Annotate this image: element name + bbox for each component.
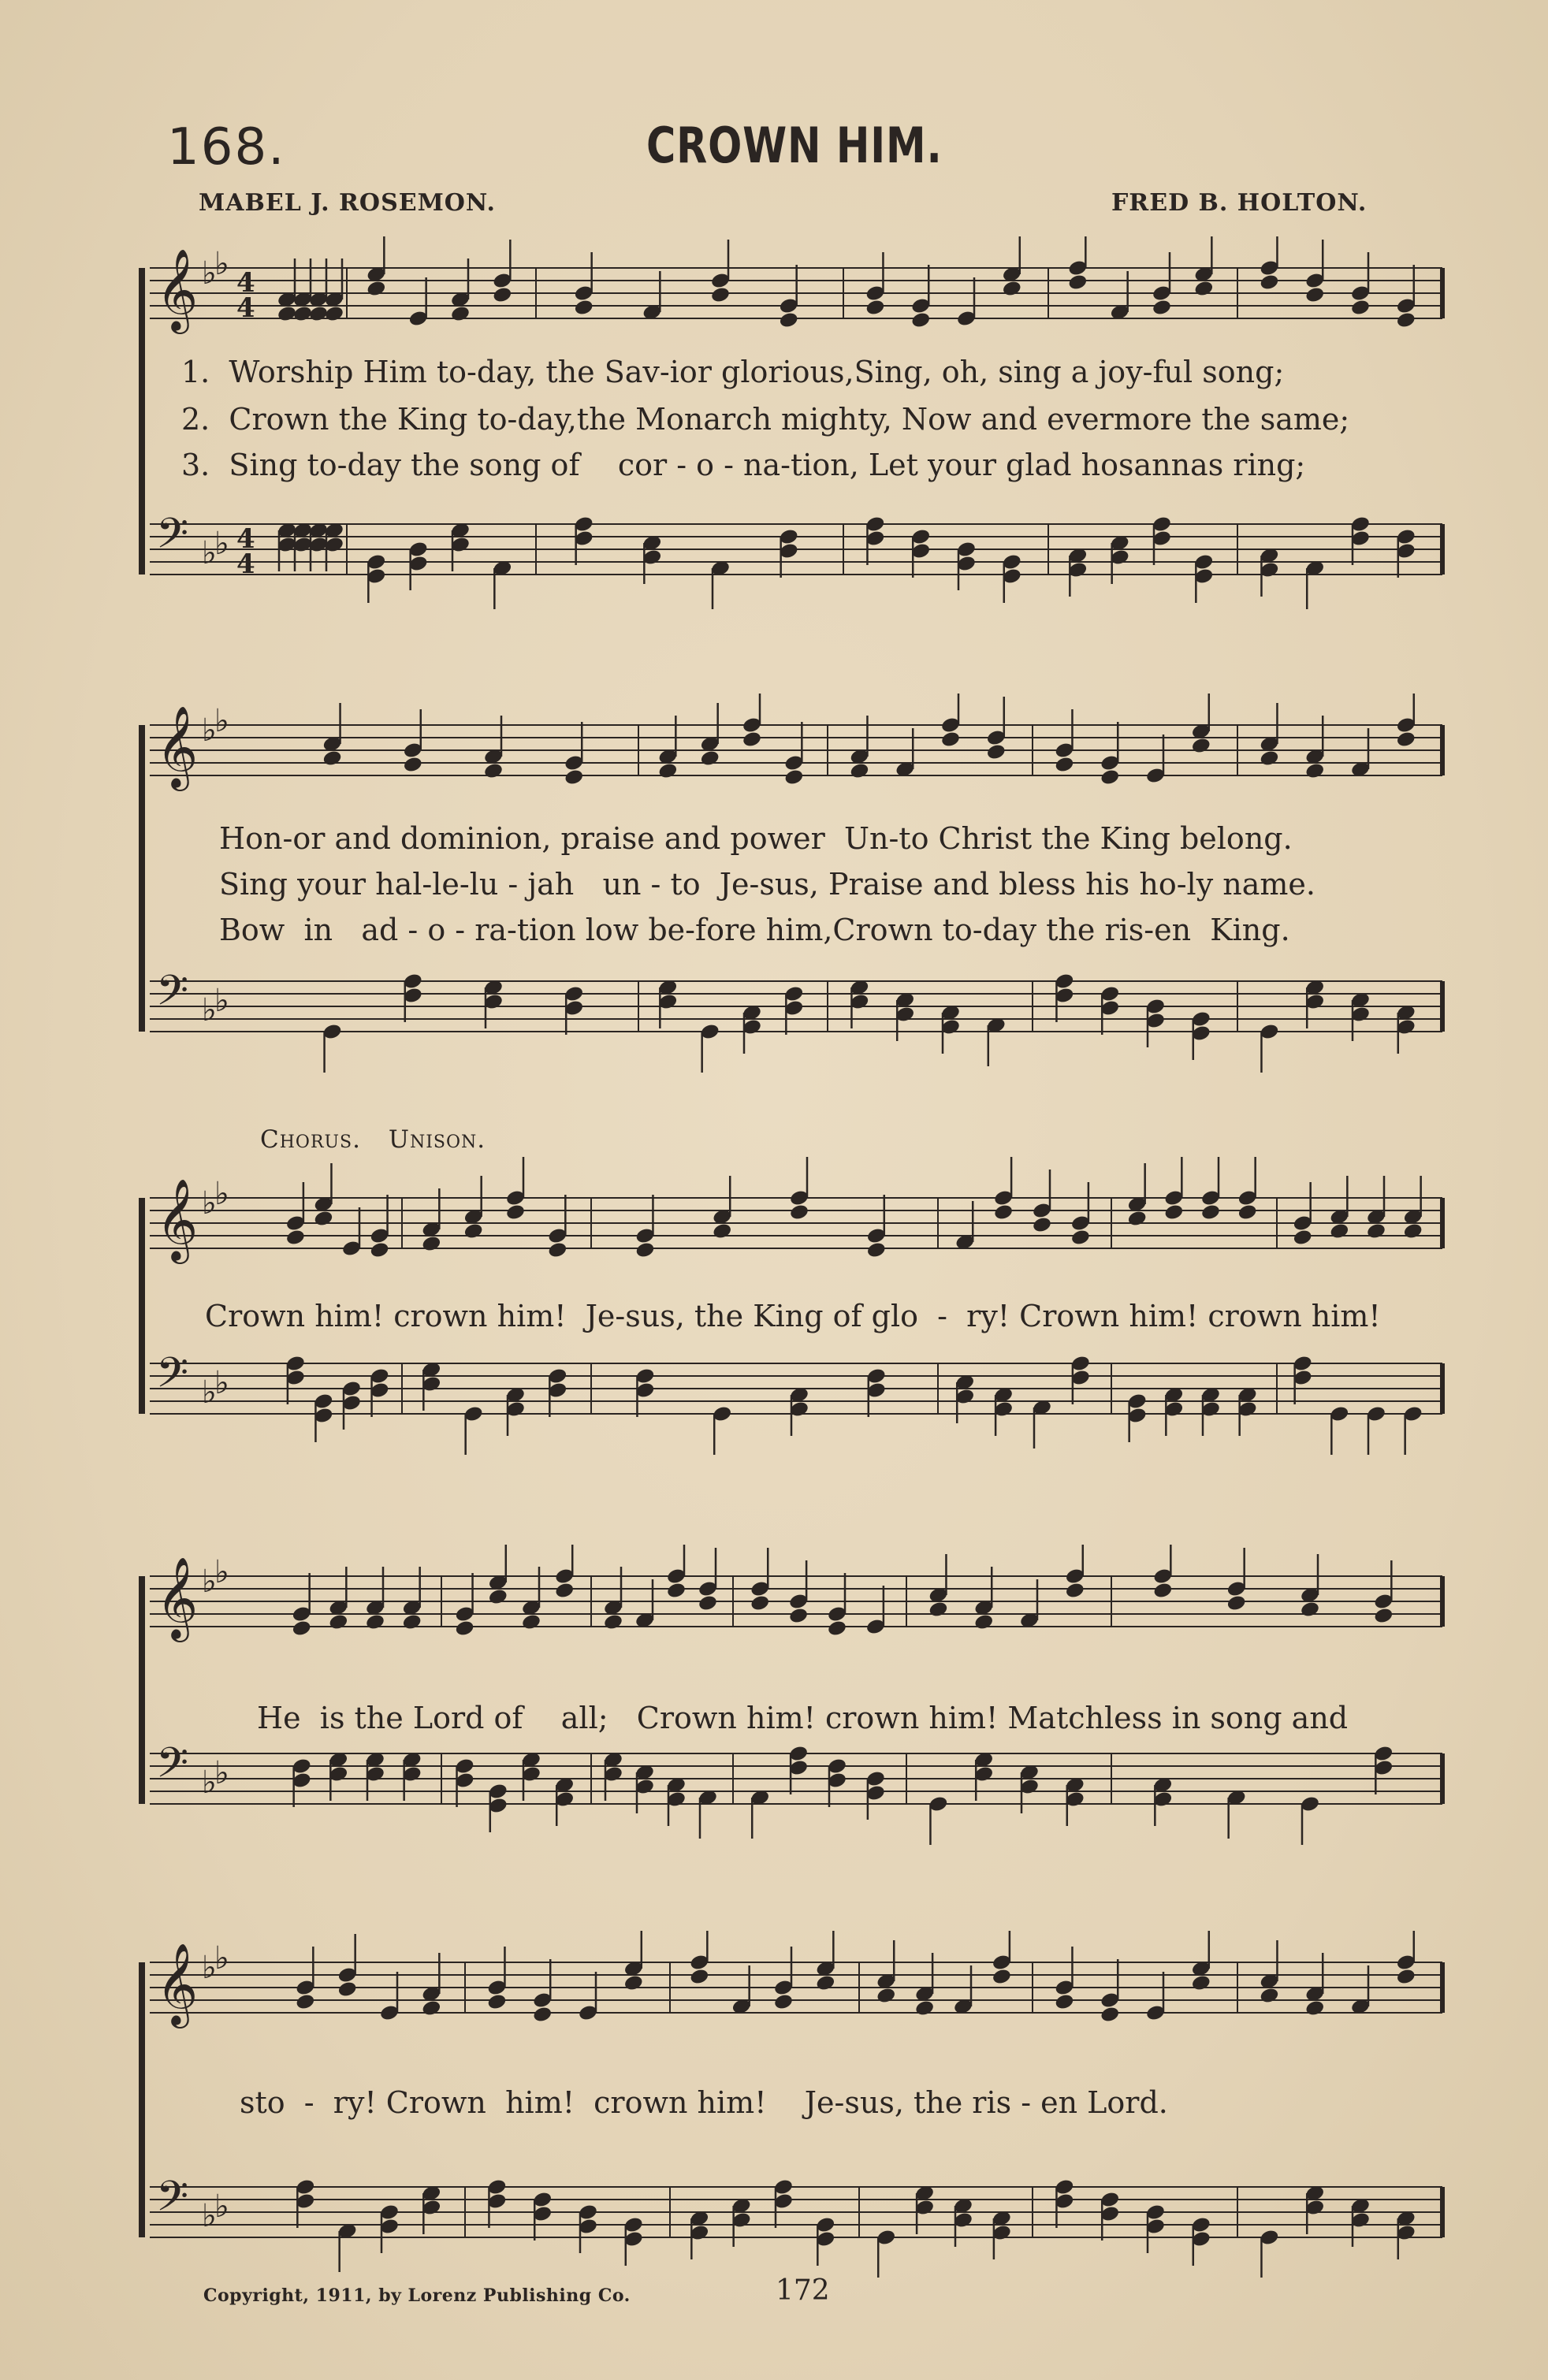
note-icon <box>1259 703 1279 767</box>
bass-staff <box>150 1739 1442 1845</box>
note-icon <box>953 2197 973 2247</box>
note-icon <box>710 560 731 609</box>
music-system-5 <box>134 1931 1450 2278</box>
flat-icon: ♭ <box>202 1185 217 1222</box>
note-icon <box>379 2203 400 2253</box>
note-icon <box>454 1757 474 1807</box>
bass-staff <box>150 510 1442 609</box>
note-icon <box>1100 2191 1120 2241</box>
note-icon <box>827 1757 847 1807</box>
treble-clef-icon: 𝄞 <box>156 1178 199 1261</box>
note-icon <box>634 1367 655 1417</box>
note-icon <box>634 1579 655 1629</box>
system-bracket <box>139 1576 145 1804</box>
treble-clef-icon: 𝄞 <box>156 705 199 788</box>
note-icon <box>712 1176 732 1240</box>
note-icon <box>564 722 584 786</box>
note-icon <box>895 728 915 778</box>
note-icon <box>486 2178 507 2228</box>
note-icon <box>1067 547 1088 597</box>
note-icon <box>1300 1795 1320 1845</box>
note-icon <box>1152 252 1172 316</box>
note-icon <box>773 2178 794 2228</box>
note-icon <box>910 265 931 329</box>
note-icon <box>463 1176 484 1240</box>
flat-icon: ♭ <box>202 1564 217 1600</box>
note-icon <box>1019 1579 1040 1629</box>
note-icon <box>1293 1182 1313 1246</box>
note-icon <box>421 2185 441 2234</box>
note-icon <box>292 1573 312 1637</box>
chorus-line-2: He is the Lord of all; Crown him! crown him! Matchless in song and <box>257 1701 1349 1735</box>
note-icon <box>876 2229 896 2278</box>
note-icon <box>865 1586 886 1635</box>
note-icon <box>1396 1004 1416 1054</box>
note-icon <box>993 1157 1014 1221</box>
note-icon <box>657 979 678 1028</box>
note-icon <box>623 1931 644 1991</box>
treble-staff <box>150 694 1442 791</box>
flat-icon: ♭ <box>214 1176 229 1212</box>
note-icon <box>750 1548 770 1612</box>
note-icon <box>1226 1548 1247 1612</box>
note-icon <box>1304 240 1325 303</box>
note-icon <box>1110 534 1130 584</box>
note-icon <box>1163 1386 1184 1436</box>
bass-clef-icon: 𝄢 <box>156 510 189 568</box>
note-icon <box>369 1195 389 1259</box>
note-icon <box>954 1201 975 1251</box>
note-icon <box>712 1405 732 1455</box>
note-icon <box>1193 553 1214 603</box>
note-icon <box>928 1554 948 1618</box>
note-icon <box>1193 236 1214 297</box>
note-icon <box>574 252 594 316</box>
note-icon <box>1145 2203 1166 2253</box>
note-icon <box>773 1947 794 2010</box>
note-icon <box>689 1931 709 1985</box>
note-icon <box>603 1751 623 1801</box>
bass-clef-icon: 𝄢 <box>156 2173 189 2231</box>
note-icon <box>488 1783 508 1832</box>
note-icon <box>554 1776 575 1826</box>
verse-2-line-2: Sing your hal-le-lu - jah un - to Je-sus, Praise and bless his ho-ly name. <box>219 867 1315 902</box>
treble-staff <box>150 1157 1442 1264</box>
note-icon <box>642 271 662 321</box>
note-icon <box>992 2210 1012 2259</box>
note-icon <box>1152 1776 1173 1826</box>
note-icon <box>1350 991 1371 1041</box>
flat-icon: ♭ <box>214 1554 229 1590</box>
note-icon <box>1145 1972 1166 2021</box>
note-icon <box>954 1374 975 1423</box>
flat-icon: ♭ <box>214 1365 229 1401</box>
note-icon <box>1396 694 1416 748</box>
note-icon <box>1152 515 1172 565</box>
note-icon <box>986 697 1007 760</box>
note-icon <box>1304 560 1325 609</box>
note-icon <box>993 1386 1014 1436</box>
treble-staff <box>150 1545 1442 1642</box>
system-bracket <box>139 1962 145 2237</box>
treble-staff <box>150 236 1442 334</box>
note-icon <box>866 1367 887 1417</box>
note-icon <box>986 1017 1007 1066</box>
note-icon <box>1054 2178 1074 2228</box>
note-icon <box>689 2210 709 2259</box>
note-icon <box>369 1367 389 1417</box>
note-icon <box>698 1548 718 1612</box>
note-icon <box>750 1789 770 1839</box>
note-icon <box>1300 1554 1320 1618</box>
note-icon <box>779 265 799 329</box>
note-icon <box>940 1004 961 1054</box>
flat-icon: ♭ <box>202 2198 217 2234</box>
note-icon <box>698 1789 718 1839</box>
note-icon <box>1100 985 1120 1035</box>
bass-staff <box>150 1349 1442 1455</box>
note-icon <box>914 2185 935 2234</box>
note-icon <box>408 277 429 327</box>
note-icon <box>322 703 342 767</box>
system-bracket <box>139 1198 145 1414</box>
flat-icon: ♭ <box>202 1374 217 1411</box>
note-icon <box>324 522 344 571</box>
note-icon <box>1200 1157 1221 1221</box>
note-icon <box>1293 1355 1313 1404</box>
bass-clef-icon: 𝄢 <box>156 1739 189 1798</box>
note-icon <box>285 1355 306 1404</box>
note-icon <box>666 1545 687 1599</box>
note-icon <box>313 1163 333 1227</box>
note-icon <box>1002 236 1022 297</box>
note-icon <box>564 985 584 1035</box>
note-icon <box>1191 694 1211 754</box>
note-icon <box>547 1367 567 1417</box>
note-icon <box>574 515 594 565</box>
note-icon <box>337 2222 358 2272</box>
verse-1-line-1: 1. Worship Him to-day, the Sav-ior glorious,Sing, oh, sing a joy-ful song; <box>181 355 1285 389</box>
bass-staff <box>150 2173 1442 2278</box>
note-icon <box>928 1795 948 1845</box>
treble-clef-icon: 𝄞 <box>156 248 199 331</box>
flat-icon: ♭ <box>214 983 229 1019</box>
note-icon <box>1329 1405 1349 1455</box>
flat-icon: ♭ <box>214 526 229 562</box>
note-icon <box>408 541 429 590</box>
note-icon <box>731 1965 752 2015</box>
note-icon <box>788 1745 809 1794</box>
verse-3-line-2: Bow in ad - o - ra-tion low be-fore him,Crown to-day the ris-en King. <box>219 913 1290 947</box>
note-icon <box>783 722 804 786</box>
note-icon <box>1163 1157 1184 1221</box>
note-icon <box>1191 1931 1211 1991</box>
flat-icon: ♭ <box>202 992 217 1028</box>
note-icon <box>532 1959 553 2023</box>
note-icon <box>956 277 977 327</box>
note-icon <box>866 1195 887 1259</box>
note-icon <box>1226 1789 1247 1839</box>
note-icon <box>505 1386 526 1436</box>
flat-icon: ♭ <box>202 1950 217 1986</box>
note-icon <box>341 1207 362 1257</box>
note-icon <box>1019 1764 1040 1813</box>
note-icon <box>454 1573 474 1637</box>
note-icon <box>1067 236 1088 291</box>
note-icon <box>578 2203 598 2253</box>
chorus-line-1: Crown him! crown him! Je-sus, the King of glo - ry! Crown him! crown him! <box>205 1299 1381 1333</box>
music-system-4 <box>134 1545 1450 1876</box>
note-icon <box>1100 1959 1120 2023</box>
verse-2-line-1: 2. Crown the King to-day,the Monarch mighty, Now and evermore the same; <box>181 402 1350 437</box>
grand-staff-1 <box>134 236 1450 646</box>
note-icon <box>1070 1355 1091 1404</box>
note-icon <box>1350 1965 1371 2015</box>
bass-clef-icon: 𝄢 <box>156 1349 189 1408</box>
note-icon <box>940 694 961 748</box>
note-icon <box>1350 728 1371 778</box>
time-signature-icon: 4 <box>236 292 255 324</box>
chorus-line-3: sto - ry! Crown him! crown him! Je-sus, the ris - en Lord. <box>240 2085 1168 2120</box>
treble-staff <box>150 1931 1442 2029</box>
note-icon <box>1065 1776 1085 1826</box>
bass-staff <box>150 967 1442 1073</box>
flat-icon: ♭ <box>202 255 217 292</box>
note-icon <box>1396 1931 1416 1985</box>
flat-icon: ♭ <box>202 712 217 749</box>
note-icon <box>700 703 720 767</box>
note-icon <box>876 1940 896 2004</box>
note-icon <box>895 991 915 1041</box>
note-icon <box>1304 2185 1325 2234</box>
note-icon <box>402 1751 422 1801</box>
note-icon <box>849 979 869 1028</box>
music-system-2 <box>134 694 1450 1103</box>
note-icon <box>488 1545 508 1605</box>
note-icon <box>742 1004 762 1054</box>
hymn-header <box>0 0 1548 236</box>
note-icon <box>1002 553 1022 603</box>
note-icon <box>1396 528 1416 578</box>
note-icon <box>973 1751 994 1801</box>
note-icon <box>292 1757 312 1807</box>
note-icon <box>1350 2197 1371 2247</box>
note-icon <box>341 1380 362 1430</box>
note-icon <box>1350 515 1371 565</box>
note-icon <box>1237 1157 1258 1221</box>
note-icon <box>634 1764 655 1813</box>
note-icon <box>1100 722 1120 786</box>
note-icon <box>486 1947 507 2010</box>
page-number: 172 <box>776 2274 830 2307</box>
note-icon <box>295 1947 315 2010</box>
note-icon <box>910 528 931 578</box>
system-bracket <box>139 268 145 575</box>
note-icon <box>642 534 662 584</box>
note-icon <box>450 522 471 571</box>
note-icon <box>710 240 731 303</box>
note-icon <box>992 1931 1012 1985</box>
note-icon <box>731 2197 752 2247</box>
music-system-1 <box>134 236 1450 646</box>
hymn-number: 168. <box>167 118 286 177</box>
music-system-3 <box>134 1119 1450 1466</box>
flat-icon: ♭ <box>202 1765 217 1801</box>
bass-clef-icon: 𝄢 <box>156 967 189 1025</box>
note-icon <box>421 1361 441 1411</box>
flat-icon: ♭ <box>202 535 217 571</box>
flat-icon: ♭ <box>214 703 229 739</box>
note-icon <box>1054 1947 1074 2010</box>
note-icon <box>1304 979 1325 1028</box>
note-icon <box>1259 236 1279 291</box>
note-icon <box>779 528 799 578</box>
verse-3-line-1: 3. Sing to-day the song of cor - o - na-tion, Let your glad hosannas ring; <box>181 448 1306 482</box>
chorus-marking: Chorus. <box>260 1125 361 1154</box>
note-icon <box>1366 1405 1386 1455</box>
flat-icon: ♭ <box>214 2188 229 2225</box>
note-icon <box>1110 271 1130 321</box>
note-icon <box>492 560 512 609</box>
note-icon <box>285 1182 306 1246</box>
note-icon <box>366 553 386 603</box>
note-icon <box>865 1770 886 1820</box>
note-icon <box>337 1934 358 1998</box>
verse-1-line-2: Hon-or and dominion, praise and power Un-to Christ the King belong. <box>219 821 1293 856</box>
note-icon <box>328 1751 348 1801</box>
note-icon <box>783 985 804 1035</box>
flat-icon: ♭ <box>214 246 229 282</box>
note-icon <box>1259 1940 1279 2004</box>
note-icon <box>1329 1176 1349 1240</box>
note-icon <box>313 1393 333 1442</box>
note-icon <box>1373 1745 1394 1794</box>
note-icon <box>1237 1386 1258 1436</box>
note-icon <box>492 240 512 303</box>
note-icon <box>1054 972 1074 1022</box>
hymn-title: CROWN HIM. <box>646 117 943 174</box>
time-signature-icon: 4 <box>236 549 255 580</box>
note-icon <box>1070 1182 1091 1246</box>
note-icon <box>379 1972 400 2021</box>
note-icon <box>366 236 386 297</box>
note-icon <box>865 252 885 316</box>
note-icon <box>1145 734 1166 784</box>
note-icon <box>1366 1176 1386 1240</box>
note-icon <box>1127 1393 1148 1442</box>
note-icon <box>666 1776 687 1826</box>
note-icon <box>554 1545 575 1599</box>
note-icon <box>1350 252 1371 316</box>
note-icon <box>532 2191 553 2241</box>
note-icon <box>322 1023 342 1073</box>
time-signature-icon: 4 <box>236 267 255 299</box>
note-icon <box>1191 2216 1211 2266</box>
note-icon <box>403 972 423 1022</box>
note-icon <box>295 2178 315 2228</box>
note-icon <box>623 2216 644 2266</box>
note-icon <box>1259 2229 1279 2278</box>
note-icon <box>956 541 977 590</box>
treble-clef-icon: 𝄞 <box>156 1943 199 2025</box>
note-icon <box>815 1931 835 1991</box>
note-icon <box>1259 547 1279 597</box>
grand-staff-3 <box>134 1119 1450 1466</box>
note-icon <box>1373 1560 1394 1624</box>
note-icon <box>788 1560 809 1624</box>
note-icon <box>700 1023 720 1073</box>
note-icon <box>1032 1170 1052 1233</box>
note-icon <box>547 1195 567 1259</box>
note-icon <box>1396 265 1416 329</box>
system-bracket <box>139 725 145 1032</box>
note-icon <box>634 1195 655 1259</box>
note-icon <box>1403 1176 1423 1240</box>
flat-icon: ♭ <box>214 1940 229 1977</box>
note-icon <box>1127 1163 1148 1227</box>
note-icon <box>1200 1386 1221 1436</box>
note-icon <box>1065 1545 1085 1599</box>
note-icon <box>742 694 762 748</box>
note-icon <box>953 1965 973 2015</box>
unison-marking: Unison. <box>388 1125 486 1154</box>
note-icon <box>1054 709 1074 773</box>
note-icon <box>365 1751 385 1801</box>
treble-clef-icon: 𝄞 <box>156 1556 199 1639</box>
note-icon <box>827 1573 847 1637</box>
note-icon <box>815 2216 835 2266</box>
lyricist-credit: MABEL J. ROSEMON. <box>199 189 496 217</box>
note-icon <box>789 1157 809 1221</box>
note-icon <box>865 515 885 565</box>
note-icon <box>1396 2210 1416 2259</box>
time-signature-icon: 4 <box>236 523 255 555</box>
note-icon <box>789 1386 809 1436</box>
note-icon <box>1259 1023 1279 1073</box>
note-icon <box>1152 1545 1173 1599</box>
note-icon <box>521 1751 541 1801</box>
note-icon <box>505 1157 526 1221</box>
note-icon <box>1032 1399 1052 1448</box>
note-icon <box>403 709 423 773</box>
copyright-notice: Copyright, 1911, by Lorenz Publishing Co. <box>203 2285 631 2306</box>
note-icon <box>1191 1010 1211 1060</box>
flat-icon: ♭ <box>214 1755 229 1791</box>
note-icon <box>483 979 504 1028</box>
note-icon <box>1403 1405 1423 1455</box>
note-icon <box>1145 998 1166 1047</box>
note-icon <box>463 1405 484 1455</box>
note-icon <box>578 1972 598 2021</box>
composer-credit: FRED B. HOLTON. <box>1111 189 1368 217</box>
